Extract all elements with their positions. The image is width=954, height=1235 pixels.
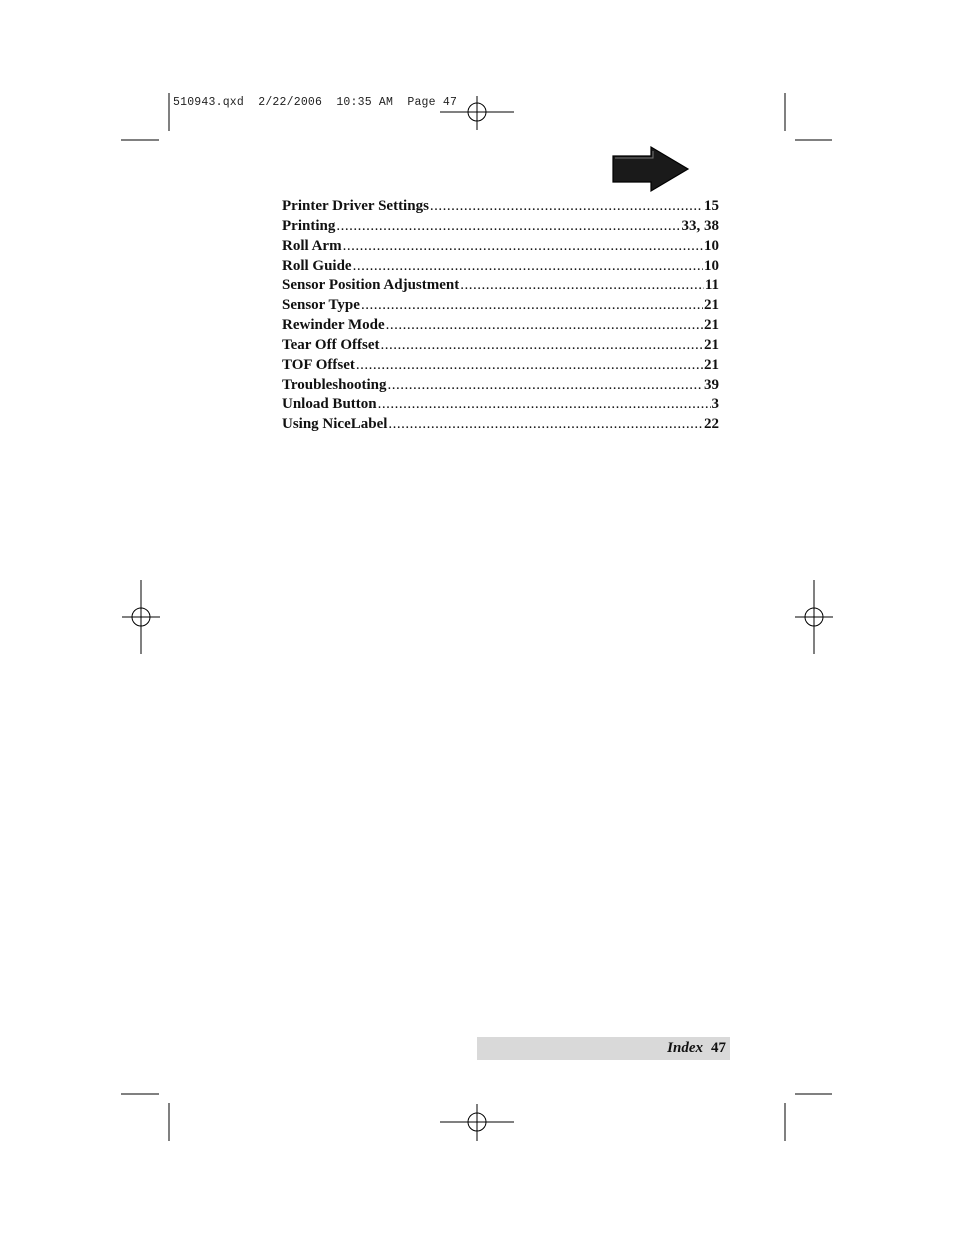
crop-mark-icon xyxy=(785,1094,832,1141)
footer-page-number: 47 xyxy=(711,1040,726,1056)
dot-leader xyxy=(380,336,703,356)
dot-leader xyxy=(353,257,703,277)
right-arrow-icon xyxy=(611,145,691,193)
index-page-number: 21 xyxy=(704,336,719,353)
crop-mark-icon xyxy=(785,93,832,140)
index-term: Sensor Type xyxy=(282,297,360,314)
registration-mark-icon xyxy=(440,96,514,130)
index-term: Roll Guide xyxy=(282,257,352,274)
index-page-number: 3 xyxy=(711,396,719,413)
dot-leader xyxy=(361,296,703,316)
page-footer xyxy=(477,1037,730,1060)
index-page-number: 11 xyxy=(704,277,719,294)
index-page-number: 21 xyxy=(704,297,719,314)
dot-leader xyxy=(460,276,704,296)
index-term: Rewinder Mode xyxy=(282,317,385,334)
registration-mark-icon xyxy=(440,1104,514,1141)
index-entry xyxy=(282,197,719,217)
index-page-number: 39 xyxy=(704,376,719,393)
dot-leader xyxy=(343,237,703,257)
index-entry xyxy=(282,376,719,396)
index-entry xyxy=(282,395,719,415)
index-term: Unload Button xyxy=(282,396,377,413)
index-term: Troubleshooting xyxy=(282,376,387,393)
index-page-number: 10 xyxy=(704,237,719,254)
index-term: Printing xyxy=(282,217,336,234)
dot-leader xyxy=(386,316,703,336)
index-page-number: 21 xyxy=(704,356,719,373)
index-entry xyxy=(282,257,719,277)
index-term: Printer Driver Settings xyxy=(282,198,429,214)
dot-leader xyxy=(387,376,703,396)
index-term: TOF Offset xyxy=(282,356,355,373)
index-entry xyxy=(282,415,719,435)
index-page-number: 21 xyxy=(704,317,719,334)
footer-section-label: Index xyxy=(667,1040,703,1056)
index-entry xyxy=(282,217,719,237)
dot-leader xyxy=(430,197,703,217)
dot-leader xyxy=(336,217,680,237)
index-term: Sensor Position Adjustment xyxy=(282,277,460,294)
crop-mark-icon xyxy=(121,1094,169,1141)
index-entry xyxy=(282,296,719,316)
print-slug: 510943.qxd 2/22/2006 10:35 AM Page 47 xyxy=(173,96,458,109)
index-entry xyxy=(282,336,719,356)
index-term: Tear Off Offset xyxy=(282,336,380,353)
dot-leader xyxy=(378,395,711,415)
index-term: Roll Arm xyxy=(282,237,342,254)
index-page-number: 15 xyxy=(704,198,719,214)
dot-leader xyxy=(356,356,703,376)
registration-mark-icon xyxy=(122,580,160,654)
index-entry xyxy=(282,237,719,257)
index-page-number: 33, 38 xyxy=(681,217,719,234)
index-entry xyxy=(282,356,719,376)
index-page-number: 22 xyxy=(704,416,719,433)
index-page-number: 10 xyxy=(704,257,719,274)
dot-leader xyxy=(388,415,703,435)
index-list xyxy=(282,197,719,435)
registration-mark-icon xyxy=(795,580,833,654)
crop-mark-icon xyxy=(121,93,169,140)
index-entry xyxy=(282,316,719,336)
index-entry xyxy=(282,276,719,296)
index-term: Using NiceLabel xyxy=(282,416,388,433)
